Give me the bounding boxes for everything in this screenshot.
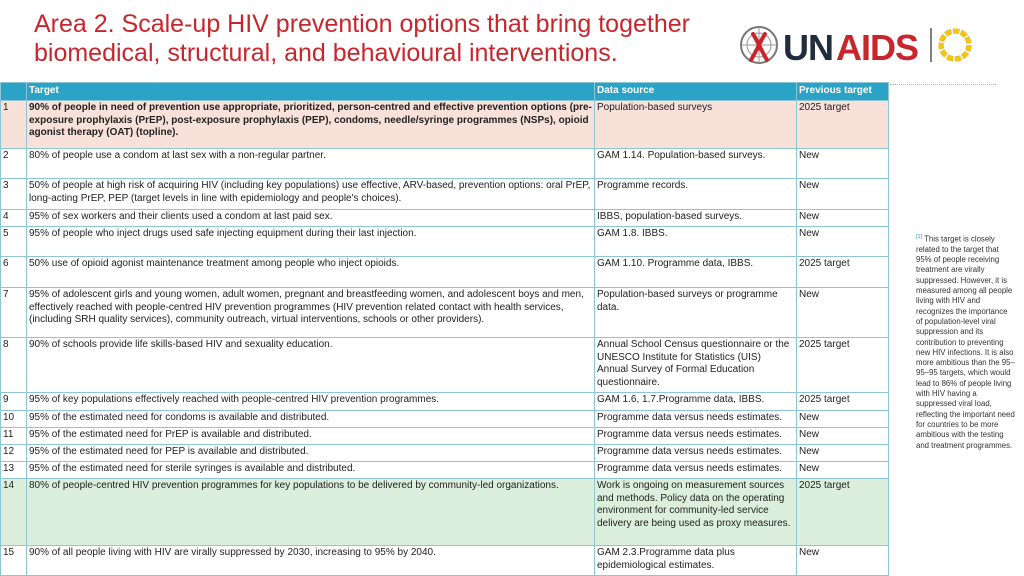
row-num: 15: [1, 546, 27, 576]
svg-text:AIDS: AIDS: [836, 27, 919, 68]
footnote-marker: [1]: [916, 234, 923, 240]
row-target: 90% of people in need of prevention use appropriate, prioritized, person-centred and effective prevention options (pre-exposure prophylaxis (PrEP), post-exposure prophylaxis (PEP), condoms, needle/syringe programmes (NSPs), opioid agonist therapy (OAT) (topline).: [27, 101, 595, 149]
svg-text:UN: UN: [783, 27, 833, 68]
row-previous: New: [797, 227, 889, 257]
row-num: 11: [1, 428, 27, 445]
title-line-1: Area 2. Scale-up HIV prevention options that bring together: [34, 10, 690, 38]
row-num: 12: [1, 445, 27, 462]
sdg-wheel-icon: [941, 31, 969, 59]
table-row: [1, 227, 889, 257]
row-previous: New: [797, 210, 889, 227]
table-row: [1, 393, 889, 411]
table-row: [1, 338, 889, 393]
row-target: 50% of people at high risk of acquiring HIV (including key populations) use effective, ARV-based, prevention options: oral PrEP, long-acting PrEP, PEP (target levels in line with epidemiology and people's choices).: [27, 179, 595, 210]
divider: [890, 84, 996, 85]
row-previous: 2025 target: [797, 479, 889, 546]
targets-table: [0, 82, 889, 576]
row-num: 14: [1, 479, 27, 546]
un-emblem-icon: [741, 27, 777, 63]
row-source: Population-based surveys or programme data.: [595, 288, 797, 338]
page-title: [34, 10, 734, 68]
header-num: [1, 83, 27, 101]
row-target: 95% of the estimated need for sterile syringes is available and distributed.: [27, 462, 595, 479]
table-header-row: [1, 83, 889, 101]
table-row: [1, 179, 889, 210]
row-num: 9: [1, 393, 27, 411]
row-num: 2: [1, 149, 27, 179]
row-source: GAM 1.6, 1.7.Programme data, IBBS.: [595, 393, 797, 411]
table-row: [1, 428, 889, 445]
row-source: Work is ongoing on measurement sources and methods. Policy data on the operating environment for community-led service delivery are being used as proxy measures.: [595, 479, 797, 546]
table-row: [1, 445, 889, 462]
row-num: 1: [1, 101, 27, 149]
row-target: 50% use of opioid agonist maintenance treatment among people who inject opioids.: [27, 257, 595, 288]
row-previous: 2025 target: [797, 257, 889, 288]
row-target: 95% of key populations effectively reached with people-centred HIV prevention programmes.: [27, 393, 595, 411]
row-previous: 2025 target: [797, 338, 889, 393]
table-row: [1, 462, 889, 479]
row-num: 3: [1, 179, 27, 210]
row-previous: 2025 target: [797, 101, 889, 149]
footnote: [916, 232, 1016, 451]
row-num: 4: [1, 210, 27, 227]
row-source: IBBS, population-based surveys.: [595, 210, 797, 227]
row-target: 95% of the estimated need for PrEP is available and distributed.: [27, 428, 595, 445]
table-row: [1, 257, 889, 288]
row-previous: New: [797, 445, 889, 462]
row-source: Programme records.: [595, 179, 797, 210]
row-target: 90% of schools provide life skills-based HIV and sexuality education.: [27, 338, 595, 393]
row-previous: New: [797, 462, 889, 479]
row-target: 95% of adolescent girls and young women, adult women, pregnant and breastfeeding women, and adolescent boys and men, effectively reached with people-centred HIV prevention programmes (HIV prevention related contact with health services, (including SRH quality services), community outreach, virtual interventions, schools or other providers).: [27, 288, 595, 338]
row-previous: New: [797, 411, 889, 428]
header-target: Target: [27, 83, 595, 101]
row-target: 95% of sex workers and their clients used a condom at last paid sex.: [27, 210, 595, 227]
footnote-text: This target is closely related to the target that 95% of people receiving treatment are virally suppressed. However, it is measured among all people living with HIV and recognizes the importance of population-level viral suppression and its contribution to preventing new HIV infections. It is also more ambitious than the 95–95–95 targets, which would lead to 86% of people living with HIV having a suppressed viral load, reflecting the important need for countries to be more ambitious with the testing and treatment programmes.: [916, 234, 1015, 450]
row-target: 95% of the estimated need for PEP is available and distributed.: [27, 445, 595, 462]
title-line-2: biomedical, structural, and behavioural interventions.: [34, 39, 618, 67]
row-source: Programme data versus needs estimates.: [595, 462, 797, 479]
row-previous: New: [797, 288, 889, 338]
row-num: 5: [1, 227, 27, 257]
row-previous: 2025 target: [797, 393, 889, 411]
row-source: Programme data versus needs estimates.: [595, 428, 797, 445]
row-source: Programme data versus needs estimates.: [595, 445, 797, 462]
row-source: Population-based surveys: [595, 101, 797, 149]
header-source: Data source: [595, 83, 797, 101]
row-target: 95% of the estimated need for condoms is available and distributed.: [27, 411, 595, 428]
table-row: [1, 210, 889, 227]
row-target: 80% of people use a condom at last sex with a non-regular partner.: [27, 149, 595, 179]
row-target: 95% of people who inject drugs used safe injecting equipment during their last injection.: [27, 227, 595, 257]
row-target: 80% of people-centred HIV prevention programmes for key populations to be delivered by community-led organizations.: [27, 479, 595, 546]
row-num: 6: [1, 257, 27, 288]
row-target: 90% of all people living with HIV are virally suppressed by 2030, increasing to 95% by 2040.: [27, 546, 595, 576]
row-num: 8: [1, 338, 27, 393]
table-row: [1, 411, 889, 428]
row-source: GAM 1.10. Programme data, IBBS.: [595, 257, 797, 288]
table-row: [1, 288, 889, 338]
row-source: Annual School Census questionnaire or the UNESCO Institute for Statistics (UIS) Annual Survey of Formal Education questionnaire.: [595, 338, 797, 393]
table-row: [1, 149, 889, 179]
table-row: [1, 101, 889, 149]
row-source: GAM 2.3.Programme data plus epidemiological estimates.: [595, 546, 797, 576]
row-num: 7: [1, 288, 27, 338]
row-source: GAM 1.14. Population-based surveys.: [595, 149, 797, 179]
row-num: 10: [1, 411, 27, 428]
row-source: Programme data versus needs estimates.: [595, 411, 797, 428]
row-num: 13: [1, 462, 27, 479]
table-row: [1, 479, 889, 546]
header-previous: Previous target: [797, 83, 889, 101]
unaids-logo: [735, 20, 1000, 70]
row-previous: New: [797, 546, 889, 576]
row-previous: New: [797, 428, 889, 445]
table-row: [1, 546, 889, 576]
row-source: GAM 1.8. IBBS.: [595, 227, 797, 257]
row-previous: New: [797, 149, 889, 179]
row-previous: New: [797, 179, 889, 210]
